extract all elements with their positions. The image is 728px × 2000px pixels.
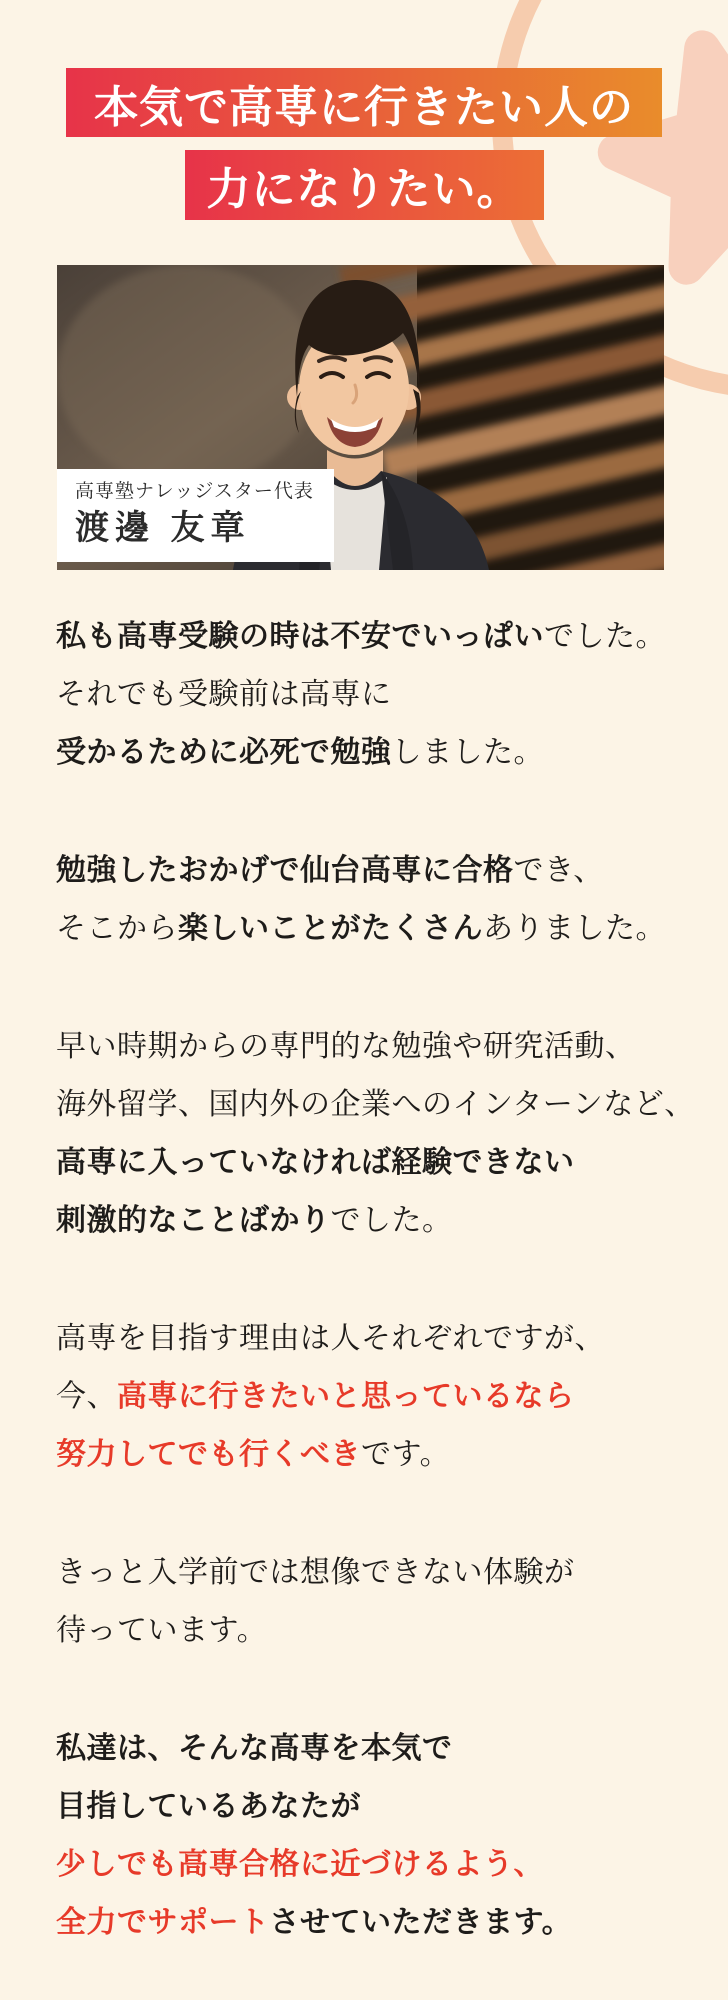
text-run: させていただきます。 <box>269 1906 573 1939</box>
message-paragraph <box>56 1018 716 1250</box>
text-run: ありました。 <box>483 912 666 945</box>
message-paragraph <box>56 1310 716 1484</box>
text-run: 待っています。 <box>56 1614 268 1647</box>
text-run: でき、 <box>513 854 604 887</box>
representative-photo <box>57 265 664 570</box>
text-run: 勉強したおかげで仙台高専に合格 <box>56 854 514 887</box>
text-run: 海外留学、国内外の企業へのインターンなど、 <box>56 1088 695 1121</box>
text-run: 少しでも高専合格に近づけるよう、 <box>56 1848 544 1881</box>
text-run: 高専を目指す理由は人それぞれですが、 <box>56 1322 605 1355</box>
message-block <box>56 608 716 2000</box>
text-run: 努力してでも行くべき <box>56 1438 361 1471</box>
text-run: 高専に行きたいと思っているなら <box>117 1380 575 1413</box>
text-run: 目指しているあなたが <box>56 1790 361 1823</box>
text-run: そこから <box>56 912 178 945</box>
text-run: 高専に入っていなければ経験できない <box>56 1146 575 1179</box>
text-run: 全力でサポート <box>56 1906 270 1939</box>
hero-title-line1: 本気で高専に行きたい人の <box>66 68 662 137</box>
text-run: 私達は、そんな高専を本気で <box>56 1732 453 1765</box>
photo-label <box>57 469 334 562</box>
text-run: 刺激的なことばかり <box>56 1204 331 1237</box>
text-run: 楽しいことがたくさん <box>178 912 483 945</box>
text-run: しました。 <box>391 736 544 769</box>
text-run: 私も高専受験の時は不安でいっぱい <box>56 620 544 653</box>
text-run: それでも受験前は高専に <box>56 678 392 711</box>
hero-title <box>0 0 728 220</box>
message-paragraph <box>56 842 716 958</box>
text-run: でした。 <box>544 620 666 653</box>
hero-title-line2: 力になりたい。 <box>185 150 544 220</box>
message-paragraph <box>56 608 716 782</box>
text-run: です。 <box>361 1438 451 1471</box>
message-paragraph <box>56 1720 716 1952</box>
text-run: きっと入学前では想像できない体験が <box>56 1556 575 1589</box>
profile-role: 高専塾ナレッジスター代表 <box>75 480 314 502</box>
text-run: 早い時期からの専門的な勉強や研究活動、 <box>56 1030 636 1063</box>
profile-name: 渡邊 友章 <box>75 508 251 547</box>
text-run: 今、 <box>56 1380 117 1413</box>
text-run: でした。 <box>330 1204 453 1237</box>
text-run: 受かるために必死で勉強 <box>56 736 392 769</box>
message-paragraph <box>56 1544 716 1660</box>
